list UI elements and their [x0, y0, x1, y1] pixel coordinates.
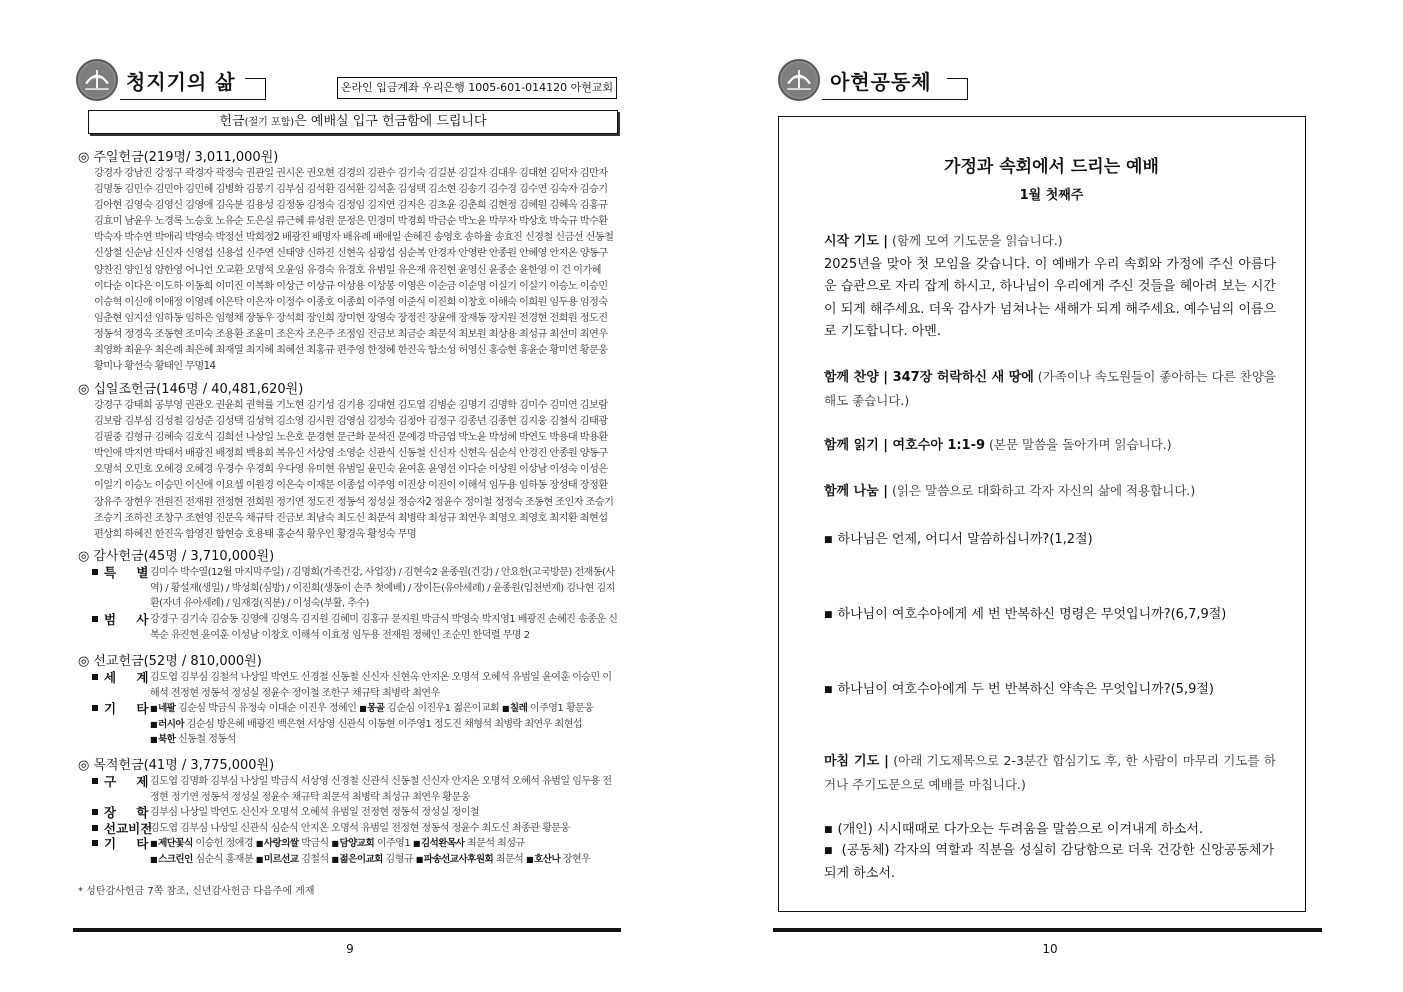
tag-names: 심순식 홍재분: [192, 853, 256, 865]
tag-label: ■ 미르선교: [256, 854, 299, 865]
square-bullet-icon: [92, 825, 98, 831]
tag-names: 장현우: [560, 853, 591, 865]
sunday-offering-names: 강경자 강남진 강정구 곽경자 곽정숙 권관일 권시온 권오현 김경의 김관수 김기숙 김길분 김길자 김대우 김대현 김덕자 김만자 김명동 김민수 김민아 김민혜 김병화 김봉기 김부심 김석환 김석환 김석훈 김성택 김소현 김송기 김수경 김수연 김숙자 김승기 김아현 김영숙 김영신 김영애 김옥분 김용성 김정동 김정숙 김정임 김지연 김지은 김초윤 김춘희 김현정 김혜원 김혜옥 김홍규 김효미 남윤우 노경록 노승호 노유순 도은실 류근혜 류성원 문정은 민경미 박경희 박금순 박노윤 박무자 박상호 박숙규 박수환 박숙자 박수연 박애리 박영숙 박정선 박희정2 배광진 배명자 배유례 배애일 손혜진 송영호 송하율 송효진 신경철 신금선 신동철 신상철 신순남 신신자 신영섭 신용섭 신주연 신태양 신하진 신현옥 심광섭 심순복 안경자 안영란 안종원 안혜영 안지온 양동구 양찬진 양인성 양한영 어니언 오교환 오명석 오윤임 유경숙 유경호 유범일 유은재 유진현 윤영신 윤종순 윤한영 이 건 이가혜 이다순 이다은 이도하 이동희 이미진 이복화 이상근 이상규 이상용 이상봉 이영은 이순금 이순영 이실기 이실기 이승노 이승민 이승혁 이신애 이애정 이영례 이은탁 이은자 이정수 이종호 이종희 이주영 이준식 이진희 이창호 이해숙 이희원 임두용 임정숙 임춘현 임지선 임하동 임하은 임형채 장동우 장석희 장인희 장미현 장영숙 장정진 장윤애 장재동 장지원 전경현 전희원 정도진 정동석 정경옥 조동현 조미숙 조용환 조윤미 조은자 조은주 조정임 진금보 최금순 최문석 최보원 최상용 최성규 최선미 최연우 최영화 최윤우 최은례 최은혜 최재열 최지혜 최혜선 최홍규 편주영 한정혜 한진옥 함소성 허영신 홍승현 홍윤순 황미연 황문웅 황미나 황선숙 황태인 무명14: [94, 168, 614, 373]
heading-text: 목적헌금(41명 / 3,775,000원): [93, 758, 275, 773]
tag-names: 김철석: [298, 853, 332, 865]
square-bullet-icon: [92, 674, 98, 680]
page-number: 10: [1042, 942, 1058, 956]
purpose-etc-row: [92, 836, 620, 868]
square-bullet-icon: [92, 809, 98, 815]
tag-names: 신동철 정동석: [175, 734, 236, 745]
sunday-offering-heading: [78, 146, 278, 165]
bottom-rule: [773, 928, 1322, 932]
row-label: 기 타: [104, 701, 157, 716]
row-label: 구 제: [104, 774, 157, 789]
reading-section: [824, 434, 1276, 458]
tag-label: ■ 사랑의쌀: [256, 838, 299, 849]
tag-names: 이승헌 정애경: [192, 838, 256, 849]
page-number: 9: [346, 942, 354, 956]
tag-label: ■ 러시아: [150, 719, 184, 730]
circle-bullet-icon: ◎: [78, 654, 90, 669]
mission-offering-heading: [78, 650, 262, 669]
circle-bullet-icon: ◎: [78, 382, 90, 397]
tag-label: ■ 스크린인: [150, 854, 193, 865]
sharing-label: 함께 나눔 |: [824, 484, 889, 499]
title-bracket-top: [245, 78, 265, 79]
purpose-offering-heading: [78, 754, 274, 773]
title-underline: [822, 99, 968, 100]
square-bullet-icon: [92, 705, 98, 711]
hymn-label: 함께 찬양 | 347장 허락하신 새 땅에: [824, 370, 1034, 385]
question-item: ■ 하나님이 여호수아에게 세 번 반복하신 명령은 무엇입니까?(6,7,9절): [824, 603, 1284, 622]
tag-names: 최문석 최성규: [464, 838, 525, 849]
question-item: ■ 하나님이 여호수아에게 두 번 반복하신 약속은 무엇입니까?(5,9절): [824, 678, 1284, 697]
heading-text: 주일헌금(219명/ 3,011,000원): [93, 150, 279, 165]
worship-title: 가정과 속회에서 드리는 예배: [944, 157, 1159, 177]
thanks-offering-heading: [78, 545, 274, 564]
closing-note: (아래 기도제목으로 2-3분간 합심기도 후, 한 사람이 마무리 기도를 하거나 주기도문으로 예배를 마칩니다.): [824, 753, 1276, 792]
tag-names: 김형규: [382, 853, 416, 865]
circle-bullet-icon: ◎: [78, 758, 90, 773]
page-left: [0, 0, 700, 992]
square-bullet-icon: [92, 569, 98, 575]
heading-text: 십일조헌금(146명 / 40,481,620원): [93, 382, 304, 397]
row-names: 김도엽 김부심 김철석 나상일 박연도 신경철 신동철 신신자 신현옥 안지온 오명석 오혜석 유범일 윤여훈 이승민 이해석 전정현 정동석 정성실 정윤수 정이철 조한구 채규탁 최병락 최연우: [150, 672, 612, 699]
hymn-note: (가족이나 속도원들이 좋아하는 다른 찬양을 해도 좋습니다.): [824, 369, 1276, 408]
row-label: 특 별: [104, 565, 157, 580]
tag-names: 김순심 이진우1 젊은이교회: [384, 703, 502, 714]
row-names: 김미수 박수열(12월 마지막주일) / 김명희(가족건강, 사업장) / 김현숙2 윤종원(건강) / 안요한(고국방문) 전재동(사역) / 황설재(생일) / 박성희(심방) / 이진희(생동이 손주 첫예배) / 장이든(유아세례) / 윤종원(입천번제) 김나현 김지환(자녀 유아세례) / 임재경(직분) / 이성숙(부활, 추수): [150, 567, 615, 609]
church-logo-icon: [778, 59, 820, 101]
purpose-vision-row: [92, 821, 620, 837]
notice-rest: 은 예배실 입구 헌금함에 드립니다: [294, 114, 487, 129]
reading-note: (본문 말씀을 돌아가며 읽습니다.): [985, 437, 1172, 452]
prayer-item: ■ (개인) 시시때때로 다가오는 두려움을 말씀으로 이겨내게 하소서.: [824, 818, 1284, 837]
section-title: 아현공동체: [830, 70, 932, 94]
notice-main: 헌금: [219, 114, 245, 129]
title-bracket: [265, 78, 266, 99]
tag-label: ■ 네팔: [150, 703, 175, 714]
section-title: 청지기의 삶: [126, 70, 236, 94]
prayer-item: [824, 840, 1278, 885]
tag-names: 최문석: [493, 853, 527, 865]
sharing-section: [824, 480, 1276, 504]
row-label: 범 사: [104, 612, 157, 627]
purpose-relief-row: [92, 774, 620, 805]
tithe-names: 강경구 강태희 공부영 권관오 권윤희 권혁률 기노현 김기성 김기용 김대현 김도엽 김병순 김명기 김명학 김미수 김미연 김보람 김보람 김부심 김성철 김성준 김성택 김성혁 김소영 김시원 김영심 김정숙 김정아 김정구 김종년 김종현 김지웅 김철식 김태광 김필중 김형규 김혜숙 김호식 김희선 나상일 노은호 문경현 문근화 문석진 문예경 박금엽 박노윤 박성혜 박연도 박용대 박용환 박인애 박지연 박태서 배광진 배정희 백용희 복유신 서상영 소영순 신관식 신동철 신신자 신현옥 심순식 안경진 안종원 양동구 오명석 오민호 오혜경 오혜경 우경수 우경희 우다영 유미현 유범일 윤민숙 윤여훈 윤영선 이다순 이상원 이상남 이성숙 이성은 이일기 이승노 이승민 이신애 이요셉 이원경 이은숙 이재문 이종섭 이주영 이진상 이진이 이해석 임두용 임하동 장성태 장정환 장유주 장현우 전원진 전재원 전정현 전희원 정기연 정도진 정동석 정성실 정승자2 정윤수 정이철 정정숙 조동현 조인자 조승기 조승기 조하진 조창구 조현영 진문옥 채규탁 진금보 최남숙 최도신 최문석 최병락 최성규 최연우 최영오 최영호 최지환 최현섭 편상희 하혜진 한진옥 함영진 함현승 호용태 홍순식 황우인 황경옥 황성숙 무명: [94, 400, 614, 540]
tithe-heading: [78, 378, 303, 397]
tag-label: ■ 호산나: [526, 854, 560, 865]
tag-names: 박금식: [298, 838, 332, 849]
square-bullet-icon: [92, 616, 98, 622]
bottom-rule: [73, 928, 621, 932]
opening-label: 시작 기도 |: [824, 234, 889, 249]
title-bracket: [967, 78, 968, 99]
thanks-special-row: [92, 565, 620, 609]
title-underline: [120, 99, 266, 100]
row-names: 김도엽 김명화 김부심 나상일 박금식 서상영 신경철 신관식 신동철 신신자 안지온 오명석 오혜석 유범일 임두용 전정현 정기연 정동석 정성실 정윤수 채규탁 최문석 최병락 최성규 최연우 황문웅: [150, 776, 612, 803]
square-bullet-icon: [92, 840, 98, 846]
worship-subtitle: 1월 첫째주: [1019, 188, 1084, 203]
offering-notice: [88, 110, 618, 134]
row-label: 기 타: [104, 836, 157, 851]
purpose-scholarship-row: [92, 805, 620, 821]
reading-label: 함께 읽기 | 여호수아 1:1-9: [824, 438, 986, 453]
tag-names: 김순심 박금식 유정숙 이대순 이진우 정혜인: [175, 703, 360, 714]
thanks-general-row: [92, 612, 620, 644]
footnote: * 성탄감사헌금 7쪽 참조, 신년감사헌금 다음주에 게재: [78, 886, 315, 897]
row-names: [150, 701, 618, 748]
row-names: 김부심 나상일 박연도 신신자 오명석 오혜석 유범일 전정현 정동석 정성실 정이철: [150, 807, 480, 818]
row-label: 세 계: [104, 670, 157, 685]
tag-label: ■ 파송선교사후원회: [416, 854, 493, 865]
page-right: [700, 0, 1403, 992]
tag-label: ■ 김석완목사: [413, 838, 464, 849]
closing-prayer: [824, 750, 1276, 797]
row-label: 장 학: [104, 805, 157, 820]
heading-text: 감사헌금(45명 / 3,710,000원): [93, 549, 275, 564]
tag-label: ■ 담양교회: [331, 838, 374, 849]
closing-label: 마침 기도 |: [824, 754, 889, 769]
account-info: 온라인 입금계좌 우리은행 1005-601-014120 아현교회: [337, 77, 617, 99]
opening-note: (함께 모여 기도문을 읽습니다.): [888, 233, 1063, 248]
prayer-text: (공동체) 각자의 역할과 직분을 성실히 감당함으로 더욱 건강한 신앙공동체가 되게 하소서.: [824, 843, 1275, 881]
tag-names: 이주영1: [374, 838, 413, 849]
notice-small: (절기 포함): [244, 117, 295, 128]
tag-label: ■ 몽골: [359, 703, 384, 714]
question-item: ■ 하나님은 언제, 어디서 말씀하십니까?(1,2절): [824, 528, 1284, 547]
mission-world-row: [92, 670, 620, 701]
circle-bullet-icon: ◎: [78, 150, 90, 165]
tag-label: ■ 북한: [150, 734, 175, 745]
square-bullet-icon: [92, 778, 98, 784]
tag-names: 이주영1 황문웅: [527, 703, 594, 714]
row-label: 선교비전: [104, 821, 153, 836]
tag-label: ■ 젊은이교회: [331, 854, 382, 865]
title-bracket-top: [947, 78, 967, 79]
hymn-section: [824, 366, 1276, 413]
heading-text: 선교헌금(52명 / 810,000원): [93, 654, 262, 669]
row-names: 김도엽 김부심 나상일 신관식 심순식 안지온 오명석 유범일 전정현 정동석 정윤수 최도신 최종관 황문웅: [150, 823, 570, 834]
sharing-note: (읽은 말씀으로 대화하고 각자 자신의 삶에 적용합니다.): [888, 483, 1196, 498]
church-logo-icon: [76, 59, 118, 101]
opening-text: 2025년을 맞아 첫 모임을 갖습니다. 이 예배가 우리 속회와 가정에 주신 아름다운 습관으로 자리 잡게 하시고, 하나님이 우리에게 주신 것들을 헤아려 보는 시간이 되게 해주세요. 더욱 감사가 넘쳐나는 새해가 되게 해주세요. 예수님의 이름으로 기도합니다. 아멘.: [824, 256, 1276, 339]
tag-names: 김순심 방은혜 배광진 백은현 서상영 신관식 이동현 이주영1 정도진 채형석 최병락 최연우 최현섭: [184, 718, 583, 730]
tag-label: ■ 제단꽃식: [150, 838, 193, 849]
mission-etc-row: [92, 701, 620, 749]
row-names: [150, 836, 618, 867]
tag-label: ■ 칠레: [502, 703, 527, 714]
circle-bullet-icon: ◎: [78, 549, 90, 564]
opening-prayer: [824, 230, 1276, 344]
row-names: 강경구 김기숙 김승동 김영애 김영옥 김지원 김혜미 김홍규 문지원 박금식 박영숙 박지영1 배광진 손혜진 송종운 신복순 유진현 윤여훈 이성남 이창호 이해석 이효정 임두용 전재원 정혜인 조순민 한덕렬 무명 2: [150, 614, 618, 641]
